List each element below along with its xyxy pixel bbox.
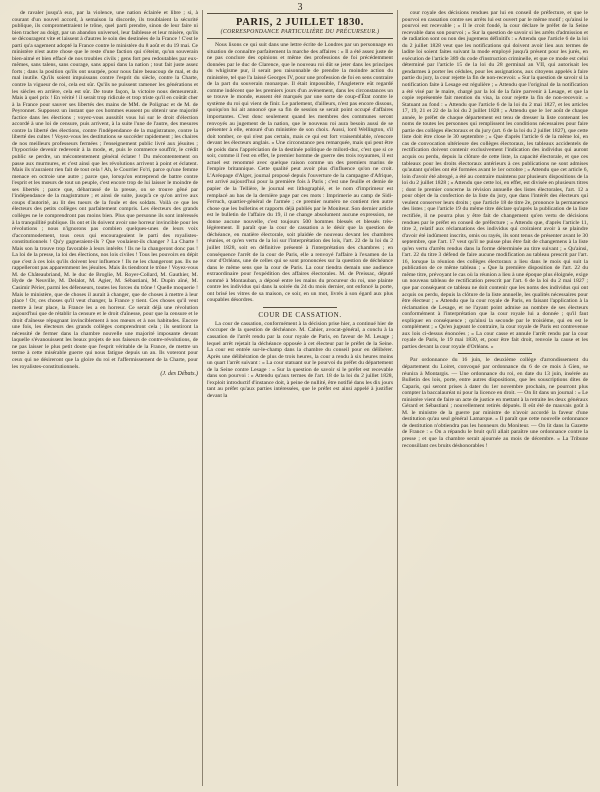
section-divider [263,307,337,308]
dateline-heading: PARIS, 2 JUILLET 1830. [235,17,365,28]
column-2-article: Nous lisons ce qui suit dans une lettre écrite de Londres par un personnage en situation de connaître parfaitement la marche des affaires : « Il a été assez juste de ne pas conclure des opinions et même des professions de foi précédemment données par le duc de Clarence, que le nouveau roi dût se jeter dans les principes du whigisme pur, il serait peu raisonnable de prendre la moindre action du ministère, tel que l'a laissé Georges IV, pour une profession de foi en sens contraire de la part du souverain monarque. Il était impossible, l'Angleterre eût regardé comme indécent que les premiers jours d'un avènement, dans les circonstances un se trouve le monde, eussent été marqués par une sorte de coup-d'État contre le système du roi qui vient de finir. Le parlement, d'ailleurs, n'est pas encore dissous, quoiqu'on lui ait annoncé que sa fin de session se serait point occupé d'affaires importantes. C'est donc seulement quand les membres des communes seront renvoyés au jugement de la nation, que le nouveau roi aura besoin aussi de se présenter à elle, entouré d'un ministère de son choix. Aussi, lord Wellington, s'il doit tomber, ce qui n'est pas certain, mais ce qui est fort vraisemblable, n'encore devant les électeurs anglais. » Une circonstance peu remarquée, mais qui peut être de poids dans l'appréciation de la destinée politique de milord-duc, c'est que si ce soir, comme il l'est en effet, le premier homme de guerre des trois royaumes, il est actuel est renommé avec quelque raison comme un des premiers marins de l'empire britannique. Cette qualité peut avoir plus d'influence qu'on ne croit. L'Aréopage d'Alger, journal proposé depuis l'ouverture de la campagne d'Afrique, est arrivé aujourd'hui pour la première fois à Paris ; c'est une feuille et demie de papier de la Tellière, le journal est lithographié, et le nom d'imprimeur est remplacé au bas de la dernière page par ces mots : Imprimerie au camp de Sidi-Ferruch, quartier-général de l'armée ; ce premier numéro ne contient rien autre chose que les bulletins et rapports déjà publiés par le Moniteur. Son dernier article est le bulletin de l'affaire du 19, il ne change absolument aucune expression, ne donne aucune nouvelle, c'est toujours 500 hommes blessés et blessés très-légèrement. Il paraît que la cour de cassation a le désir que la question de déchéance, en matière électorale, soit plaidée de nouveau devant les chambres réunies, et qu'en vertu de la loi sur l'interprétation des lois, l'art. 22 de la loi du 2 juillet 1828, soit en définitive présenté à l'interprétation des chambres ; en conséquence l'arrêt de la cour de Paris, elle a renvoyé l'affaire à l'examen de la cour d'Orléans, une de celles qui se sont prononcées sur la question de déchéance dans le même sens que la cour de Paris. La cour tiendra demain une audience extraordinaire pour l'expédition des affaires électorales. M. de Preissac, député nommé à Montauban, a déposé entre les mains du procureur du roi, une plainte contre les individus qui dans la soirée du 24 du mois dernier, ont enfoncé la porte, ont brisé les vitres de sa maison, ce soir, en un mot, livrés à son égard aux plus coupables désordres. [207,42,393,304]
correspondence-subhead: (CORRESPONDANCE PARTICULIÈRE DU PRÉCURSEUR.) [220,29,380,35]
column-1-article: de ravaler jusqu'à eux, par la violence, une nation éclairée et libre ; si, à courant d'un nouvel accord, à semaison la discorde, ils troublaient la sécurité publique, ils compromettraient le trône, quel parti prendre, sinon de leur faire ni bien tracher au doigt, par un abandon universel, leur faiblesse et leur misère, qu'ils se découragent vite et laissent à d'autres le soin des destinées de la France ! C'est le parti qu'a sagement adopté la France contre le ministère du 8 août et du 19 mai. Ce ministère n'est autre chose que le reste d'une faction qui s'éteint, qu'un souverain bien-aimé et bien effacé de nos troubles civils ; gens fort peu redoutables par eux-mêmes, sans talens, sans courage, sans appui dans la nation ; tout fait juste assez forts ; dans la position qu'ils ont usurpée, pour nous faire beaucoup de mal, et du mal inutile. Qu'ils soient impuissans contre l'esprit du siècle, contre la Charte, contre la vigueur de roi, cela est sûr. Qu'ils ne puissent ramener les générations et les siècles en arrière, cela est sûr. De toute façon, la victoire nous demeurerait. Mais à quel prix ! En vérité ! il serait trop ridicule et trop triste qu'il en coûtât cher à la France pour sauver ses libertés des mains de MM. de Polignac et de M. de Peyronnet. Supposez un instant que ces hommes eussent pu obtenir une majorité factice dans les élections ; voyez-vous aussitôt vous lui sur le droit d'élection accordé à une loi de censure, puis arrivent, à la suite l'une de l'autre, des mesures contre la liberté des élections, contre l'indépendance de la magistrature, contre la liberté des cultes ! Voyez-vous les destitutions se succéder rapidement ; les chaires de nos meilleurs professeurs fermées ; l'enseignement public livré aux jésuites ; l'hypocrisie devenir redevenir à la mode, et, puis le commerce souffrir, le crédit public se perdre, un mécontentement général éclater ! Du mécontentement on passe aux murmures, et c'est ainsi que les révolutions arrivent à point et éclatent. Mais ils n'auraient rien fait de tout cela ! Ah, le Courrier Fo'ri, parce qu'une femme menace en octroie une autre ; parce que, lorsqu'on entreprend de battre contre l'esprit et les mœurs de tout un peuple, c'est encore trop de lui laisser le moindre de ses libertés ; parce que, débarrassé de la presse, on se trouve gêné par l'indépendance de la magistrature ; et ainsi de suite, jusqu'à ce qu'on arrive aux coups d'autorité, au lit des tueurs de la foule et des soldats. Voilà ce que les électeurs des petits collèges ont parfaitement compris. Les électeurs des grands collèges ne le comprendront pas moins bien. Plus que personne ils sont intéressés à la tranquillité publique. Ils ont et ils doivent avoir une horreur invincible pour les révolutions ; nous n'ignorons pas combien quelques-unes de leurs voix d'accommodement, tous ceux qui encourageaient le parti des royalistes-constitutionnels ! Qu'y gagneraient-ils ? Que voulaient-ils changer ? La Charte ! Mais son la trouve trop favorable à leurs intérêts ! Ils ne la changeront donc pas ! La loi de la presse, la loi des élections, nos lois civiles ! Tous les pouvoirs en dépit que c'est à ces lois qu'ils doivent leur influence ! Ils ne les changeront pas. Ils ne rappelleront pas apparemment les jésuites. Mais ils tiendront le trône ! Voyez-vous M. de Châteaubriand, M. le duc de Broglie, M. Royer-Collard, M. Gauthier, M. Hyde de Neuville, M. Delalot, M. Agier, M. Sébastiani, M. Dupin aîné, M. Casimir Périer, parmi les défenseurs, toutes les forces du trône ! Quelle moquerie ! Mais le ministère, que de choses il aurait à changer, que de choses à mettre à leur place ! Or, ces choses qu'il veut changer, la France y tient. Ces choses qu'il veut mettre à leur place, la France les a en horreur. Ce serait déjà une révolution aujourd'hui que de rétablir la censure et le droit d'aînesse, pour que la censure et le droit d'aînesse répugnant invinciblement à nos mœurs et à nos habitudes. Encore une fois, les électeurs des grands collèges comprendront cela ; ils sentiront la nécessité de fermer dans la chambre nouvelle une majorité imposante devant laquelle s'évanouissent les beaux projets de nos faiseurs de contre-révolutions, de ne pas laisser le plus petit doute que l'esprit véritable de la France, de mettre un terme à cette misérable guerre qui nous fatigue depuis un an. Ils voteront pour ceux qui ne désireront que la gloire du roi et l'affermissement de la Charte, pour les royalistes-constitutionnels. [12,10,198,370]
section-title-cour-de-cassation: COUR DE CASSATION. [258,310,342,319]
column-1 [8,10,202,786]
page-number: 3 [297,2,303,13]
column-3-news: Par ordonnance du 16 juin, le deuxième collège d'arrondissement du département du Loiret, convoqué par ordonnance du 6 de ce mois à Gien, se réunira à Montargis. — Une ordonnance du roi, en date du 13 juin, insérée au Bulletin des lois, porte, entre autres dispositions, que les souscriptions dites de Caparis, qui seront prises à dater du 1er novembre prochain, ne pourront plus compter la baccalauréat ni pour la licence en droit. — On lit dans un journal : « Le ministère vient de faire un acte de justice en mettant à la retraite les deux généraux Gérard et Sébastiani ; nouvellement retirés députés. Il eût été de mauvais goût à M. le ministre de la guerre par ministre de n'avoir accordé la faveur d'une destitution qu'au seul général Lamarque. » Il paraît que cette nouvelle ordonnance de destitution n'obtiendra pas les honneurs du Moniteur. — On lit dans la Gazette de France : « On a répandu le bruit qu'il allait paraître une ordonnance contre la presse ; et que la chambre serait ajournée au mois de décembre. « La Tribune reconsillant ces bruits déshonorables ! [402,357,588,449]
section-divider-2 [458,353,532,354]
column-2-article-cassation: La cour de cassation, conformément à la décision prise hier, a continué hier de s'occuper de la question de déchéance. M. Cahier, avocat-général, a conclu à la cassation de l'arrêt rendu par la cour royale de Paris, en faveur de M. Lesage ; lequel arrêt rejetait la déchéance opposée à cet électeur par le préfet de la Seine. La cour est entrée sur-le-champ dans la chambre du conseil pour en délibérer. Après une délibération de plus de trois heures, la cour a rendu à six heures moins un quart l'arrêt suivant : « La cour statuant sur le pourvoi du préfet du département de la Seine contre Lesage : « Sur la question de savoir si le préfet est recevable dans son pourvoi : « Attendu qu'aux termes de l'art. 18 de la loi du 2 juillet 1828, l'exploit introductif d'instance doit, à peine de nullité, être notifié dans les dix jours tant au préfet qu'aux parties intéressées, que le préfet est ainsi appelé à justifier devant la [207,320,393,399]
columns [8,10,592,786]
column-3-article: cour royale des décisions rendues par lui en conseil de préfecture, et que le pourvoi en cassation contre ses arrêts lui est ouvert par le même motif ; qu'ainsi le pourvoi est recevable ; « Il le croit fondé, la cour déclare le préfet de la Seine recevable dans son pourvoi ; « Sur la question de savoir si les arrêts d'admission et de radiation sont ou non des jugemens définitifs : « Attendu que l'article 6 de la loi du 2 juillet 1828 veut que les notifications qui doivent avoir lieu aux termes de ladite loi soient faites suivant la mode employé jusqu'à présent pour les jurés, en exécution de l'article 389 du code d'instruction criminelle, et que ce mode est celui déterminé par l'article 15 de la loi du 28 germinal an VII, qui autorisait les gendarmes à porter les cédules, pour les assignations, aux citoyens appelés à faire partie du jury, la cour rejette la fin de non-recevoir. « Sur la question de savoir si la notification faite à Lesage est régulière ; « Attendu que l'original de la notification a été visé par le maire, chargé par la loi de la faire parvenir à Lesage, et que la copie représentée fait mention du visa, la cour rejette la fin de non-recevoir. « Statuant au fond : « Attendu que l'article 6 de la loi du 2 mai 1827, et les articles 17, 19, 21 et 22 de la loi du 2 juillet 1828 ; « Attendu que le 1er août de chaque année, le préfet de chaque département est tenu de dresser la liste contenant les noms de toutes les personnes qui remplissent les conditions nécessaires pour faire partie des collèges électoraux et du jury (art. 6 de la loi du 2 juillet 1827), que cette liste doit être close le 30 septembre ; « Que d'après l'article 6 de la même loi, en cas de convocation ultérieure des collèges électoraux, les tableaux accidentels de rectification doivent contenir exclusivement l'indication des individus qui auront acquis ou perdu, depuis la clôture de cette liste, la capacité électorale, et que ces tableaux pour les droits électoraux antérieurs à ces publications ne sont admises qu'autant qu'elles ont été formées avant le 1er octobre ; « Attendu que cet article 6, loin d'avoir été abrogé, a été au contraire maintenu par plusieurs dispositions de la loi du 2 juillet 1828 ; « Attendu que cette loi, en effet, est divisée en plusieurs titres ; dont le premier concerne la révision annuelle des listes électorales, l'art. 12 a pour objet de la confection de la liste du jury, que dans l'intérêt des électeurs qui veulent conserver leurs droits ; que l'article 18 de titre 2e, prononce la permanence des listes ; que l'article 19 du même titre déclare qu'après la publication de la liste rectifiée, il ne pourra plus y être fait de changement qu'en vertu de décisions rendues par le préfet en conseil de préfecture ; « Attendu que, d'après l'article 11, titre 2, relatif aux réclamations des individus qui croiraient avoir à se plaindre d'avoir été indûment inscrits, omis ou rayés, ils sont tenus de présenter avant le 30 septembre, que l'art. 17 veut qu'il ne puisse plus être fait de changemens à la liste qu'en vertu d'arrêts rendus dans la forme déterminée au titre suivant ; « Qu'ainsi, l'art. 22 du titre 3 défend de faire aucune modification au tableau prescrit par l'art. 16, lorsque la réunion des collèges électoraux a lieu dans le mois qui suit la publication de ce même tableau ; « Que la première disposition de l'art. 22 du même titre, prévoyant le cas où la réunion a lieu à une époque plus éloignée, exige un nouveau tableau de rectification prescrit par l'art. 6 de la loi du 2 mai 1827 ; que par conséquent ce tableau ne doit contenir que les noms des individus qui ont acquis ou perdu, depuis la clôture de la liste annuelle, les qualités nécessaires pour être électeur ; « Attendu que la cour royale de Paris, en faisant l'application à la réclamation de Lesage, et ne l'ayant point admise au nombre de ses électeurs conformément à l'interprétation que la cour royale lui a donnée ; qu'il faut expliquer en conséquence ; qu'ainsi la seconde par le troisième, qui en est le complément ; « Qu'en jugeant le contraire, la cour royale de Paris est contrevenue aux lois ci-dessus énoncées ; « La cour casse et annule l'arrêt rendu par la cour royale de Paris, le 19 mai 1830, et, pour être fait droit, renvoie la cause et les parties devant la cour royale d'Orléans. » [402,10,588,350]
article-signature: (J. des Débats.) [160,371,198,378]
divider [207,38,393,39]
divider-top [207,13,393,14]
column-3 [397,10,592,786]
column-2 [202,10,397,786]
